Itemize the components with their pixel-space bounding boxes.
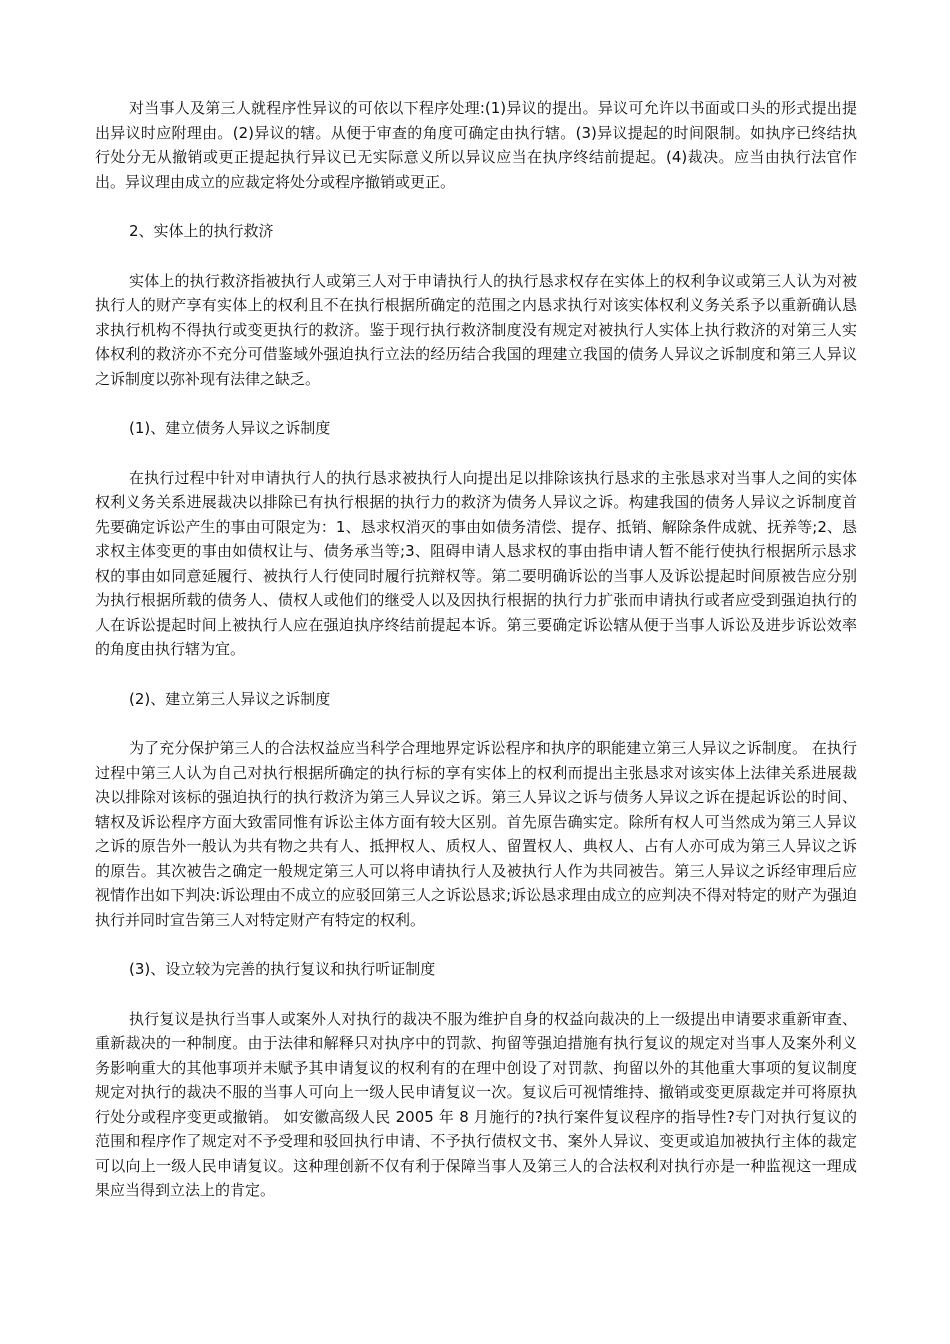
heading-review-hearing: (3)、设立较为完善的执行复议和执行听证制度 (129, 960, 436, 978)
heading-substantive-remedy: 2、实体上的执行救济 (129, 222, 274, 240)
paragraph-procedural-objection: 对当事人及第三人就程序性异议的可依以下程序处理:(1)异议的提出。异议可允许以书面或口头的形式提出提出异议时应附理由。(2)异议的辖。从便于审查的角度可确定由执行辖。(3)异议提起的时间限制。如执序已终结执行处分无从撤销或更正提起执行异议已无实际意义所以异议应当在执序终结前提起。(4)裁决。应当由执行法官作出。异议理由成立的应裁定将处分或程序撤销或更正。 (95, 99, 857, 191)
paragraph-third-party-objection: 为了充分保护第三人的合法权益应当科学合理地界定诉讼程序和执序的职能建立第三人异议之诉制度。 在执行过程中第三人认为自己对执行根据所确定的执行标的享有实体上的权利而提出主张恳求对该实体上法律关系进展裁决以排除对该标的强迫执行的执行救济为第三人异议之诉。第三人异议之诉与债务人异议之诉在提起诉讼的时间、辖权及诉讼程序方面大致雷同惟有诉讼主体方面有较大区别。首先原告确实定。除所有权人可当然成为第三人异议之诉的原告外一般认为共有物之共有人、抵押权人、质权人、留置权人、典权人、占有人亦可成为第三人异议之诉的原告。其次被告之确定一般规定第三人可以将申请执行人及被执行人作为共同被告。第三人异议之诉经审理后应视情作出如下判决:诉讼理由不成立的应驳回第三人之诉讼恳求;诉讼恳求理由成立的应判决不得对特定的财产为强迫执行并同时宣告第三人对特定财产有特定的权利。 (95, 739, 857, 929)
heading-debtor-objection: (1)、建立债务人异议之诉制度 (129, 419, 331, 437)
paragraph-substantive-remedy: 实体上的执行救济指被执行人或第三人对于申请执行人的执行恳求权存在实体上的权利争议或第三人认为对被执行人的财产享有实体上的权利且不在执行根据所确定的范围之内恳求执行对该实体权利义务关系予以重新确认恳求执行机构不得执行或变更执行的救济。鉴于现行执行救济制度没有规定对被执行人实体上执行救济的对第三人实体权利的救济亦不充分可借鉴域外强迫执行立法的经历结合我国的理建立我国的债务人异议之诉制度和第三人异议之诉制度以弥补现有法律之缺乏。 (95, 271, 857, 388)
paragraph-review-hearing: 执行复议是执行当事人或案外人对执行的裁决不服为维护自身的权益向裁决的上一级提出申请要求重新审查、重新裁决的一种制度。由于法律和解释只对执序中的罚款、拘留等强迫措施有执行复议的规定对当事人及案外利义务影响重大的其他事项并未赋予其申请复议的权利有的在理中创设了对罚款、拘留以外的其他重大事项的复议制度规定对执行的裁决不服的当事人可向上一级人民申请复议一次。复议后可视情维持、撤销或变更原裁定并可将原执行处分或程序变更或撤销。 如安徽高级人民 2005 年 8 月施行的?执行案件复议程序的指导性?专门对执行复议的范围和程序作了规定对不予受理和驳回执行申请、不予执行债权文书、案外人异议、变更或追加被执行主体的裁定可以向上一级人民申请复议。这种理创新不仅有利于保障当事人及第三人的合法权利对执行亦是一种监视这一理成果应当得到立法上的肯定。 (95, 1009, 857, 1199)
heading-third-party-objection: (2)、建立第三人异议之诉制度 (129, 689, 331, 708)
document-body (95, 96, 857, 1203)
paragraph-debtor-objection: 在执行过程中针对申请执行人的执行恳求被执行人向提出足以排除该执行恳求的主张恳求对当事人之间的实体权利义务关系进展裁决以排除已有执行根据的执行力的救济为债务人异议之诉。构建我国的债务人异议之诉制度首先要确定诉讼产生的事由可限定为：1、恳求权消灭的事由如债务清偿、提存、抵销、解除条件成就、抚养等;2、恳求权主体变更的事由如债权让与、债务承当等;3、阻碍申请人恳求权的事由指申请人暂不能行使执行根据所示恳求权的事由如同意延履行、被执行人行使同时履行抗辩权等。第二要明确诉讼的当事人及诉讼提起时间原被告应分别为执行根据所载的债务人、债权人或他们的继受人以及因执行根据的执行力扩张而申请执行或者应受到强迫执行的人在诉讼提起时间上被执行人应在强迫执序终结前提起本诉。第三要确定诉讼辖从便于当事人诉讼及进步诉讼效率的角度由执行辖为宜。 (95, 468, 857, 658)
